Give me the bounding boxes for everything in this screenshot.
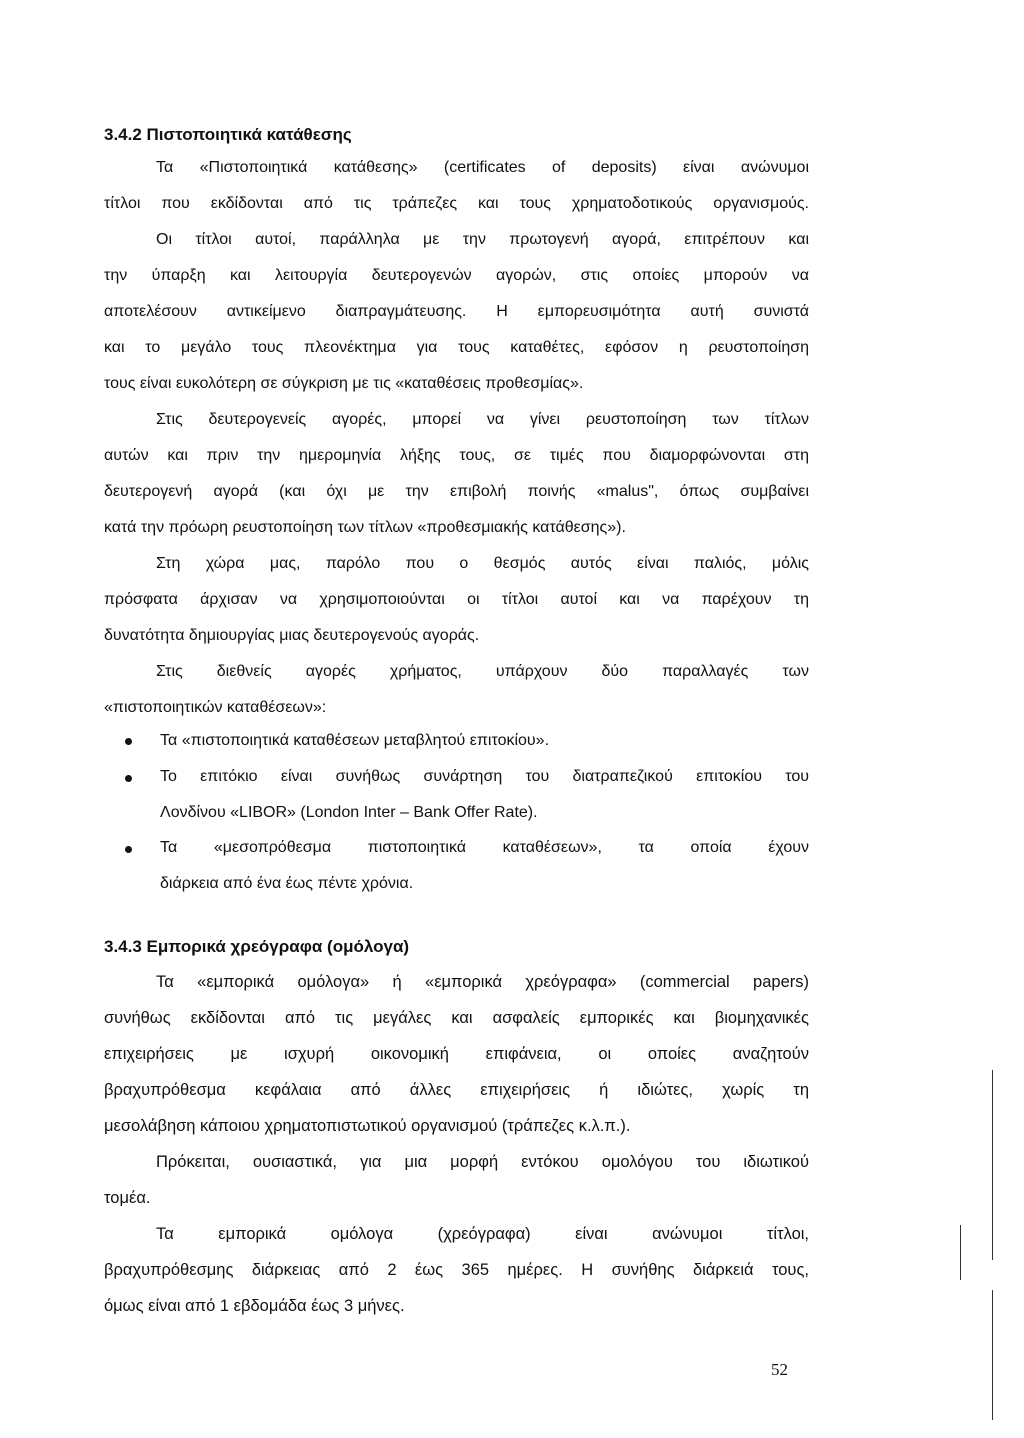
paragraph-line: επιχειρήσεις με ισχυρή οικονομική επιφάνεια, οι οποίες αναζητούν bbox=[104, 1045, 809, 1063]
paragraph-line: μεσολάβηση κάποιου χρηματοπιστωτικού οργανισμού (τράπεζες κ.λ.π.). bbox=[104, 1117, 631, 1135]
bullet-item-continuation: διάρκεια από ένα έως πέντε χρόνια. bbox=[160, 875, 414, 892]
bullet-item: Τα «πιστοποιητικά καταθέσεων μεταβλητού επιτοκίου». bbox=[160, 732, 550, 749]
paragraph-line: αποτελέσουν αντικείμενο διαπραγμάτευσης. Η εμπορευσιμότητα αυτή συνιστά bbox=[104, 303, 809, 320]
paragraph-line: Τα «εμπορικά ομόλογα» ή «εμπορικά χρεόγραφα» (commercial papers) bbox=[156, 973, 809, 991]
paragraph-line: Οι τίτλοι αυτοί, παράλληλα με την πρωτογενή αγορά, επιτρέπουν και bbox=[156, 231, 809, 248]
paragraph-line: όμως είναι από 1 εβδομάδα έως 3 μήνες. bbox=[104, 1297, 405, 1315]
paragraph-line: συνήθως εκδίδονται από τις μεγάλες και ασφαλείς εμπορικές και βιομηχανικές bbox=[104, 1009, 809, 1027]
paragraph-line: βραχυπρόθεσμα κεφάλαια από άλλες επιχειρήσεις ή ιδιώτες, χωρίς τη bbox=[104, 1081, 809, 1099]
paragraph-line: αυτών και πριν την ημερομηνία λήξης τους, σε τιμές που διαμορφώνονται στη bbox=[104, 447, 809, 464]
paragraph-line: δευτερογενή αγορά (και όχι με την επιβολή ποινής «malus", όπως συμβαίνει bbox=[104, 483, 809, 500]
margin-rule bbox=[992, 1290, 993, 1420]
paragraph-line: «πιστοποιητικών καταθέσεων»: bbox=[104, 699, 327, 716]
paragraph-line: Τα εμπορικά ομόλογα (χρεόγραφα) είναι ανώνυμοι τίτλοι, bbox=[156, 1225, 809, 1243]
bullet-item-continuation: Λονδίνου «LIBOR» (London Inter – Bank Offer Rate). bbox=[160, 804, 538, 821]
paragraph-line: κατά την πρόωρη ρευστοποίηση των τίτλων «προθεσμιακής κατάθεσης»). bbox=[104, 519, 626, 536]
paragraph-line: Στις διεθνείς αγορές χρήματος, υπάρχουν δύο παραλλαγές των bbox=[156, 663, 809, 680]
margin-rule bbox=[960, 1225, 961, 1280]
paragraph-line: Στις δευτερογενείς αγορές, μπορεί να γίνει ρευστοποίηση των τίτλων bbox=[156, 411, 809, 428]
paragraph-line: Πρόκειται, ουσιαστικά, για μια μορφή εντόκου ομολόγου του ιδιωτικού bbox=[156, 1153, 809, 1171]
paragraph-line: τομέα. bbox=[104, 1189, 151, 1207]
bullet-icon bbox=[125, 846, 132, 853]
bullet-item: Τα «μεσοπρόθεσμα πιστοποιητικά καταθέσεων», τα οποία έχουν bbox=[160, 839, 809, 856]
paragraph-line: πρόσφατα άρχισαν να χρησιμοποιούνται οι τίτλοι αυτοί και να παρέχουν τη bbox=[104, 591, 809, 608]
margin-rule bbox=[992, 1070, 993, 1260]
paragraph-line: βραχυπρόθεσμης διάρκειας από 2 έως 365 ημέρες. Η συνήθης διάρκειά τους, bbox=[104, 1261, 809, 1279]
paragraph-line: δυνατότητα δημιουργίας μιας δευτερογενούς αγοράς. bbox=[104, 627, 480, 644]
paragraph-line: την ύπαρξη και λειτουργία δευτερογενών αγορών, στις οποίες μπορούν να bbox=[104, 267, 809, 284]
bullet-item: Το επιτόκιο είναι συνήθως συνάρτηση του διατραπεζικού επιτοκίου του bbox=[160, 768, 809, 785]
bullet-icon bbox=[125, 738, 132, 745]
page-number: 52 bbox=[771, 1360, 788, 1379]
paragraph-line: Στη χώρα μας, παρόλο που ο θεσμός αυτός είναι παλιός, μόλις bbox=[156, 555, 809, 572]
paragraph-line: τους είναι ευκολότερη σε σύγκριση με τις «καταθέσεις προθεσμίας». bbox=[104, 375, 584, 392]
section-heading-3-4-3: 3.4.3 Εμπορικά χρεόγραφα (ομόλογα) bbox=[104, 937, 410, 956]
paragraph-line: τίτλοι που εκδίδονται από τις τράπεζες και τους χρηματοδοτικούς οργανισμούς. bbox=[104, 195, 809, 212]
paragraph-line: και το μεγάλο τους πλεονέκτημα για τους καταθέτες, εφόσον η ρευστοποίηση bbox=[104, 339, 809, 356]
paragraph-line: Τα «Πιστοποιητικά κατάθεσης» (certificates of deposits) είναι ανώνυμοι bbox=[156, 159, 809, 176]
section-heading-3-4-2: 3.4.2 Πιστοποιητικά κατάθεσης bbox=[104, 125, 352, 144]
bullet-icon bbox=[125, 775, 132, 782]
